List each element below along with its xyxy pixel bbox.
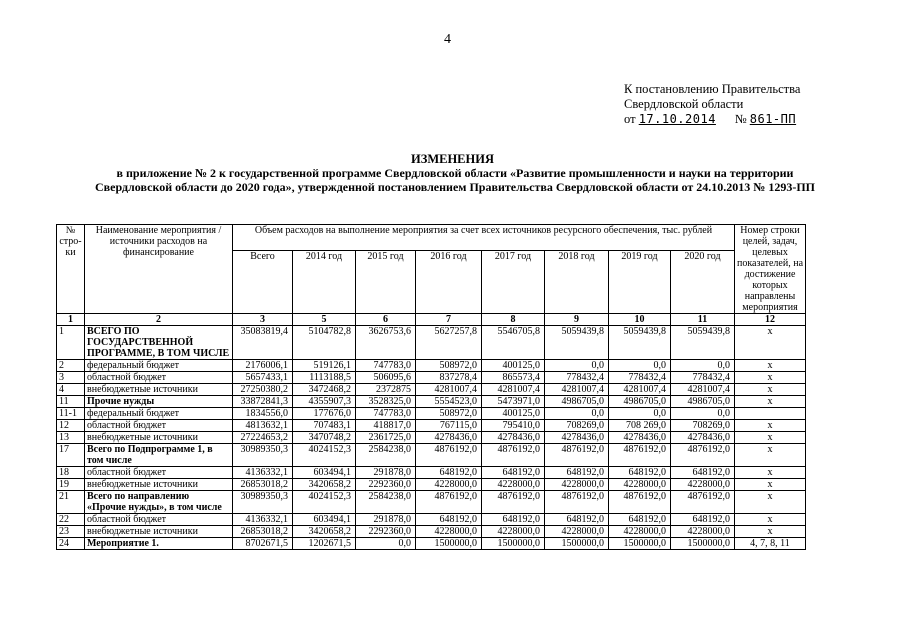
row-target: х [735,491,806,514]
row-value: 0,0 [609,408,671,420]
row-value: 5104782,8 [293,326,356,360]
row-value: 400125,0 [482,360,545,372]
row-target: х [735,360,806,372]
table-row [57,538,806,550]
column-number: 2 [85,314,233,326]
row-value: 648192,0 [609,514,671,526]
row-value: 4228000,0 [671,526,735,538]
row-value: 4813632,1 [233,420,293,432]
row-value: 33872841,3 [233,396,293,408]
column-number: 6 [356,314,416,326]
row-value: 5657433,1 [233,372,293,384]
row-value: 4876192,0 [482,491,545,514]
row-value: 3470748,2 [293,432,356,444]
row-number: 13 [57,432,85,444]
row-target: х [735,432,806,444]
row-value: 0,0 [356,538,416,550]
table-row [57,526,806,538]
row-target: х [735,384,806,396]
column-number: 5 [293,314,356,326]
row-value: 4876192,0 [482,444,545,467]
header-year: Всего [233,251,293,314]
row-value: 648192,0 [545,467,609,479]
row-number: 11 [57,396,85,408]
row-value: 4228000,0 [416,479,482,491]
row-value: 4876192,0 [416,491,482,514]
row-value: 2176006,1 [233,360,293,372]
row-number: 22 [57,514,85,526]
row-value: 0,0 [545,360,609,372]
column-number: 9 [545,314,609,326]
row-number: 18 [57,467,85,479]
table-row [57,444,806,467]
row-name: Всего по направлению «Прочие нужды», в том числе [85,491,233,514]
approval-no-sign: № [734,112,747,126]
row-value: 778432,4 [545,372,609,384]
page-number: 4 [444,32,451,47]
approval-date-line [624,112,800,127]
row-value: 4024152,3 [293,491,356,514]
row-number: 3 [57,372,85,384]
row-name: внебюджетные источники [85,384,233,396]
row-value: 3472468,2 [293,384,356,396]
row-value: 2584238,0 [356,491,416,514]
row-value: 5059439,8 [671,326,735,360]
row-value: 4986705,0 [671,396,735,408]
row-target: х [735,479,806,491]
row-value: 4281007,4 [671,384,735,396]
row-value: 4228000,0 [609,479,671,491]
row-value: 4228000,0 [545,479,609,491]
row-value: 291878,0 [356,514,416,526]
row-name: федеральный бюджет [85,408,233,420]
row-value: 4278436,0 [671,432,735,444]
table-row [57,467,806,479]
row-value: 648192,0 [482,514,545,526]
row-target: х [735,396,806,408]
row-value: 747783,0 [356,360,416,372]
header-year: 2016 год [416,251,482,314]
row-value: 1113188,5 [293,372,356,384]
row-value: 508972,0 [416,408,482,420]
row-value: 4228000,0 [545,526,609,538]
row-value: 30989350,3 [233,491,293,514]
row-value: 5546705,8 [482,326,545,360]
row-value: 4355907,3 [293,396,356,408]
row-number: 1 [57,326,85,360]
row-value: 4136332,1 [233,514,293,526]
column-number: 12 [735,314,806,326]
row-number: 4 [57,384,85,396]
row-value: 418817,0 [356,420,416,432]
row-value: 5059439,8 [545,326,609,360]
row-value: 5627257,8 [416,326,482,360]
row-value: 603494,1 [293,514,356,526]
row-value: 708 269,0 [609,420,671,432]
header-year: 2018 год [545,251,609,314]
row-value: 865573,4 [482,372,545,384]
row-value: 519126,1 [293,360,356,372]
row-value: 4136332,1 [233,467,293,479]
table-row [57,360,806,372]
row-value: 4986705,0 [545,396,609,408]
table-row [57,396,806,408]
row-value: 5473971,0 [482,396,545,408]
table-row [57,408,806,420]
row-value: 648192,0 [671,514,735,526]
document-title: ИЗМЕНЕНИЯ [411,152,494,166]
row-name: областной бюджет [85,420,233,432]
header-year: 2019 год [609,251,671,314]
row-value: 30989350,3 [233,444,293,467]
row-value: 2361725,0 [356,432,416,444]
approval-line-1: К постановлению Правительства [624,82,801,96]
row-name: Прочие нужды [85,396,233,408]
row-target [735,408,806,420]
row-name: Всего по Подпрограмме 1, в том числе [85,444,233,467]
table-row [57,432,806,444]
row-value: 2372875 [356,384,416,396]
row-value: 4228000,0 [671,479,735,491]
row-value: 3420658,2 [293,526,356,538]
row-value: 0,0 [671,408,735,420]
row-value: 4228000,0 [416,526,482,538]
row-value: 4228000,0 [482,479,545,491]
header-target: Номер строки целей, задач, целевых показателей, на достижение которых направлены мероприятия [735,225,806,314]
row-value: 767115,0 [416,420,482,432]
row-number: 21 [57,491,85,514]
row-value: 708269,0 [671,420,735,432]
row-value: 506095,6 [356,372,416,384]
column-number: 1 [57,314,85,326]
table-row [57,326,806,360]
row-name: федеральный бюджет [85,360,233,372]
approval-number: 861-ПП [749,112,797,126]
row-value: 4278436,0 [416,432,482,444]
table-row [57,384,806,396]
row-value: 4876192,0 [671,491,735,514]
row-value: 4024152,3 [293,444,356,467]
row-value: 603494,1 [293,467,356,479]
row-name: областной бюджет [85,372,233,384]
column-number: 8 [482,314,545,326]
row-value: 4228000,0 [482,526,545,538]
row-value: 4278436,0 [545,432,609,444]
document-subtitle [55,166,855,194]
row-target: х [735,467,806,479]
row-value: 708269,0 [545,420,609,432]
row-value: 5554523,0 [416,396,482,408]
row-value: 291878,0 [356,467,416,479]
row-number: 23 [57,526,85,538]
row-value: 707483,1 [293,420,356,432]
row-name: внебюджетные источники [85,479,233,491]
row-number: 12 [57,420,85,432]
table-row [57,372,806,384]
row-value: 4281007,4 [609,384,671,396]
header-year: 2020 год [671,251,735,314]
row-value: 4876192,0 [416,444,482,467]
row-value: 4281007,4 [482,384,545,396]
table-row [57,514,806,526]
row-value: 2292360,0 [356,479,416,491]
row-value: 35083819,4 [233,326,293,360]
row-target: х [735,372,806,384]
row-value: 648192,0 [416,467,482,479]
row-value: 4281007,4 [416,384,482,396]
row-value: 3626753,6 [356,326,416,360]
row-value: 648192,0 [416,514,482,526]
row-target: 4, 7, 8, 11 [735,538,806,550]
header-volume: Объем расходов на выполнение мероприятия за счет всех источников ресурсного обеспечения, тыс. рублей [233,225,735,251]
approval-line-2: Свердловской области [624,97,744,111]
row-value: 26853018,2 [233,479,293,491]
row-value: 26853018,2 [233,526,293,538]
row-number: 2 [57,360,85,372]
row-number: 17 [57,444,85,467]
column-number: 11 [671,314,735,326]
approval-block [624,82,800,127]
column-number: 7 [416,314,482,326]
row-target: х [735,526,806,538]
row-value: 837278,4 [416,372,482,384]
row-value: 648192,0 [609,467,671,479]
row-value: 1500000,0 [545,538,609,550]
table-row [57,479,806,491]
header-year: 2015 год [356,251,416,314]
row-value: 27224653,2 [233,432,293,444]
row-value: 4228000,0 [609,526,671,538]
row-value: 0,0 [545,408,609,420]
row-value: 648192,0 [671,467,735,479]
row-value: 795410,0 [482,420,545,432]
row-value: 648192,0 [482,467,545,479]
row-number: 19 [57,479,85,491]
row-number: 24 [57,538,85,550]
row-name: областной бюджет [85,467,233,479]
row-value: 4876192,0 [609,491,671,514]
row-target: х [735,514,806,526]
row-value: 1500000,0 [416,538,482,550]
header-year: 2017 год [482,251,545,314]
changes-table [56,224,806,550]
subtitle-line-1: в приложение № 2 к государственной программе Свердловской области «Развитие промышленности и науки на территории [116,166,794,180]
row-value: 2292360,0 [356,526,416,538]
row-name: Мероприятие 1. [85,538,233,550]
row-value: 1500000,0 [482,538,545,550]
row-name: внебюджетные источники [85,526,233,538]
row-value: 1202671,5 [293,538,356,550]
row-name: ВСЕГО ПО ГОСУДАРСТВЕННОЙ ПРОГРАММЕ, В ТОМ ЧИСЛЕ [85,326,233,360]
row-value: 4876192,0 [545,491,609,514]
header-row-number: № стро- ки [57,225,85,314]
row-value: 1500000,0 [609,538,671,550]
row-value: 3420658,2 [293,479,356,491]
row-name: областной бюджет [85,514,233,526]
row-value: 648192,0 [545,514,609,526]
row-value: 1834556,0 [233,408,293,420]
row-value: 4876192,0 [545,444,609,467]
row-value: 508972,0 [416,360,482,372]
row-value: 2584238,0 [356,444,416,467]
row-value: 4281007,4 [545,384,609,396]
row-value: 3528325,0 [356,396,416,408]
row-value: 400125,0 [482,408,545,420]
row-name: внебюджетные источники [85,432,233,444]
row-value: 0,0 [671,360,735,372]
row-value: 0,0 [609,360,671,372]
approval-date: 17.10.2014 [638,112,716,126]
row-value: 4986705,0 [609,396,671,408]
row-value: 4278436,0 [609,432,671,444]
approval-from: от [624,112,636,126]
column-number: 3 [233,314,293,326]
row-value: 1500000,0 [671,538,735,550]
header-name: Наименование мероприятия / источники расходов на финансирование [85,225,233,314]
row-target: х [735,420,806,432]
row-value: 8702671,5 [233,538,293,550]
header-year: 2014 год [293,251,356,314]
row-value: 778432,4 [671,372,735,384]
row-value: 4876192,0 [609,444,671,467]
table-row [57,491,806,514]
row-value: 747783,0 [356,408,416,420]
subtitle-line-2: Свердловской области до 2020 года», утвержденной постановлением Правительства Свердловской области от 24.10.2013 № 1293-ПП [95,180,815,194]
row-value: 4278436,0 [482,432,545,444]
row-value: 5059439,8 [609,326,671,360]
row-value: 27250380,2 [233,384,293,396]
row-value: 778432,4 [609,372,671,384]
row-value: 177676,0 [293,408,356,420]
row-value: 4876192,0 [671,444,735,467]
row-number: 11-1 [57,408,85,420]
table-row [57,420,806,432]
row-target: х [735,444,806,467]
column-number: 10 [609,314,671,326]
row-target: х [735,326,806,360]
